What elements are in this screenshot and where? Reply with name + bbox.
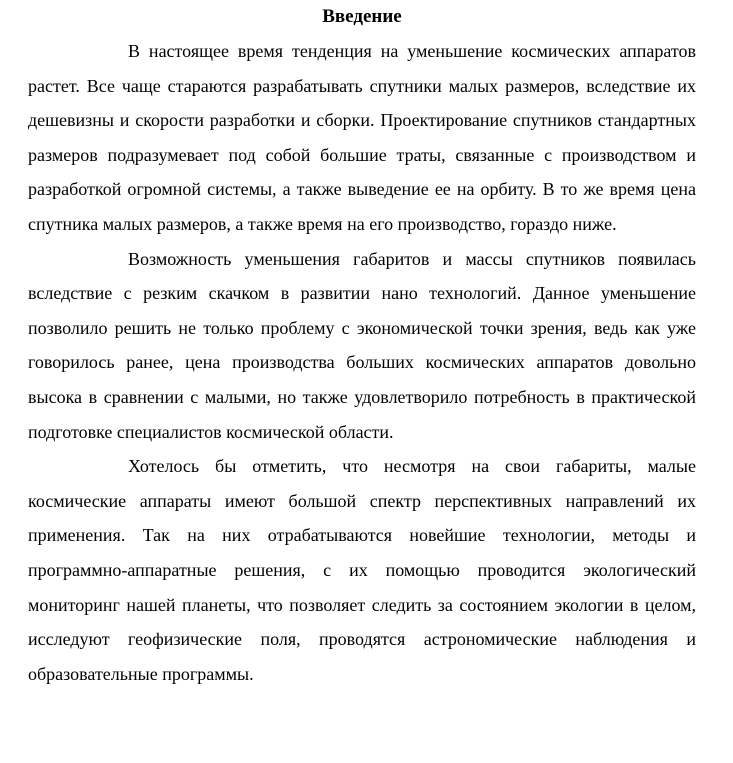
document-page <box>28 0 696 691</box>
paragraph-2: Возможность уменьшения габаритов и массы спутников появилась вследствие с резким скачком в развитии нано технологий. Данное уменьшение позволило решить не только проблему с экономической точки зрения, ведь как уже говорилось ранее, цена производства больших космических аппаратов довольно высока в сравнении с малыми, но также удовлетворило потребность в практической подготовке специалистов космической области. <box>28 248 696 442</box>
section-title: Введение <box>322 6 402 27</box>
paragraph-1: В настоящее время тенденция на уменьшение космических аппаратов растет. Все чаще стараются разрабатывать спутники малых размеров, вследствие их дешевизны и скорости разработки и сборки. Проектирование спутников стандартных размеров подразумевает под собой большие траты, связанные с производством и разработкой огромной системы, а также выведение ее на орбиту. В то же время цена спутника малых размеров, а также время на его производство, гораздо ниже. <box>28 41 696 234</box>
paragraph-3: Хотелось бы отметить, что несмотря на свои габариты, малые космические аппараты имеют большой спектр перспективных направлений их применения. Так на них отрабатываются новейшие технологии, методы и программно-аппаратные решения, с их помощью проводится экологический мониторинг нашей планеты, что позволяет следить за состоянием экологии в целом, исследуют геофизические поля, проводятся астрономические наблюдения и образовательные программы. <box>28 456 696 684</box>
